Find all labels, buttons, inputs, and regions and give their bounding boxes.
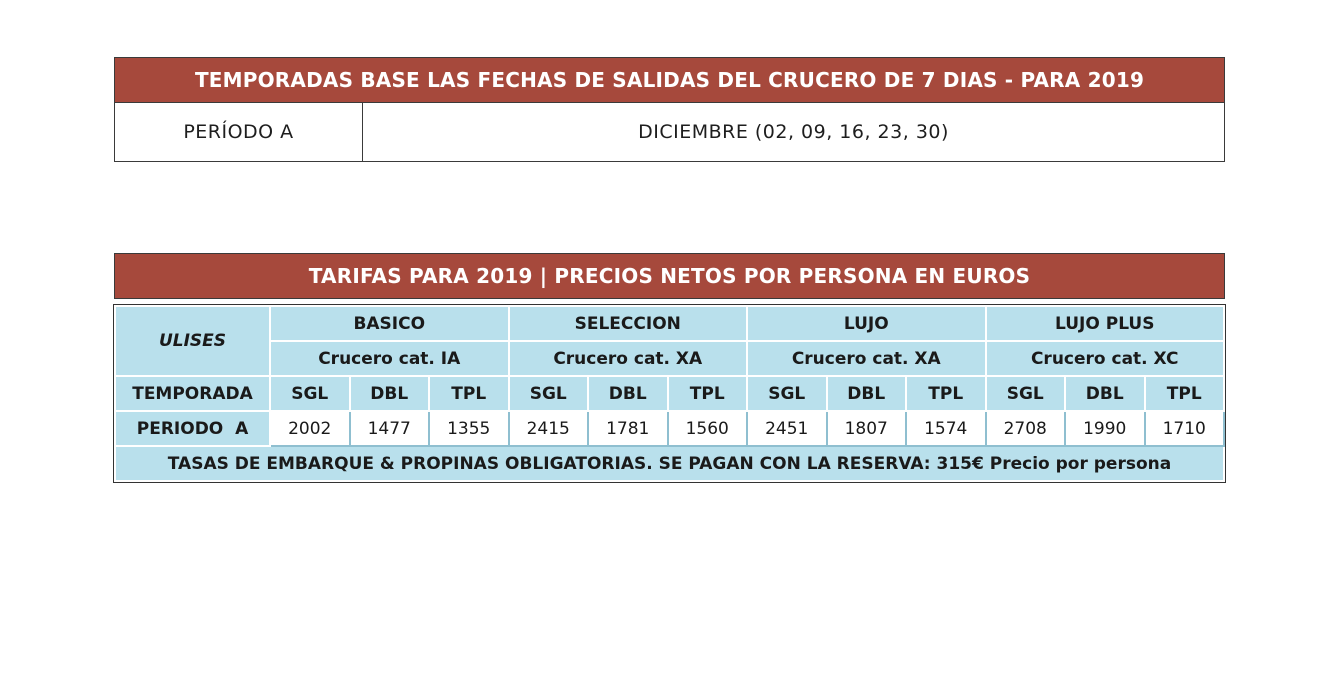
season-header: TEMPORADA [115,376,270,411]
price-cell: 1807 [827,411,907,446]
occupancy-header: DBL [588,376,668,411]
rates-title: TARIFAS PARA 2019 | PRECIOS NETOS POR PERSONA EN EUROS [115,254,1224,298]
occupancy-header: SGL [747,376,827,411]
price-cell: 1781 [588,411,668,446]
price-cell: 1560 [668,411,748,446]
price-row [115,411,1224,446]
ship-name: ULISES [115,306,270,376]
occupancy-header: SGL [270,376,350,411]
occupancy-header: TPL [668,376,748,411]
occupancy-header: DBL [827,376,907,411]
rates-title-band [114,253,1225,299]
occupancy-header: TPL [1145,376,1225,411]
cabin-category: Crucero cat. XA [509,341,748,376]
occupancy-header: TPL [429,376,509,411]
seasons-row [115,103,1224,161]
period-label: PERÍODO A [115,103,363,161]
category-row [115,306,1224,341]
price-cell: 2708 [986,411,1066,446]
cabin-category: Crucero cat. XC [986,341,1225,376]
occupancy-header: TPL [906,376,986,411]
occupancy-header: DBL [350,376,430,411]
occupancy-header: DBL [1065,376,1145,411]
category-name: LUJO [747,306,986,341]
rates-table [114,305,1225,482]
price-cell: 1355 [429,411,509,446]
rates-table-wrapper [114,305,1225,482]
price-cell: 1710 [1145,411,1225,446]
category-name: BASICO [270,306,509,341]
occupancy-header: SGL [986,376,1066,411]
price-cell: 2415 [509,411,589,446]
occupancy-row [115,376,1224,411]
price-cell: 1990 [1065,411,1145,446]
occupancy-header: SGL [509,376,589,411]
cabin-category: Crucero cat. IA [270,341,509,376]
season-label: PERIODO A [115,411,270,446]
period-dates: DICIEMBRE (02, 09, 16, 23, 30) [638,121,949,143]
price-cell: 1477 [350,411,430,446]
category-name: LUJO PLUS [986,306,1225,341]
seasons-title: TEMPORADAS BASE LAS FECHAS DE SALIDAS DEL CRUCERO DE 7 DIAS - PARA 2019 [115,58,1224,103]
footnote-row [115,446,1224,481]
cabin-row [115,341,1224,376]
category-name: SELECCION [509,306,748,341]
price-cell: 1574 [906,411,986,446]
price-cell: 2451 [747,411,827,446]
cabin-category: Crucero cat. XA [747,341,986,376]
seasons-table [114,57,1225,162]
footnote: TASAS DE EMBARQUE & PROPINAS OBLIGATORIAS. SE PAGAN CON LA RESERVA: 315€ Precio por persona [115,446,1224,481]
price-cell: 2002 [270,411,350,446]
